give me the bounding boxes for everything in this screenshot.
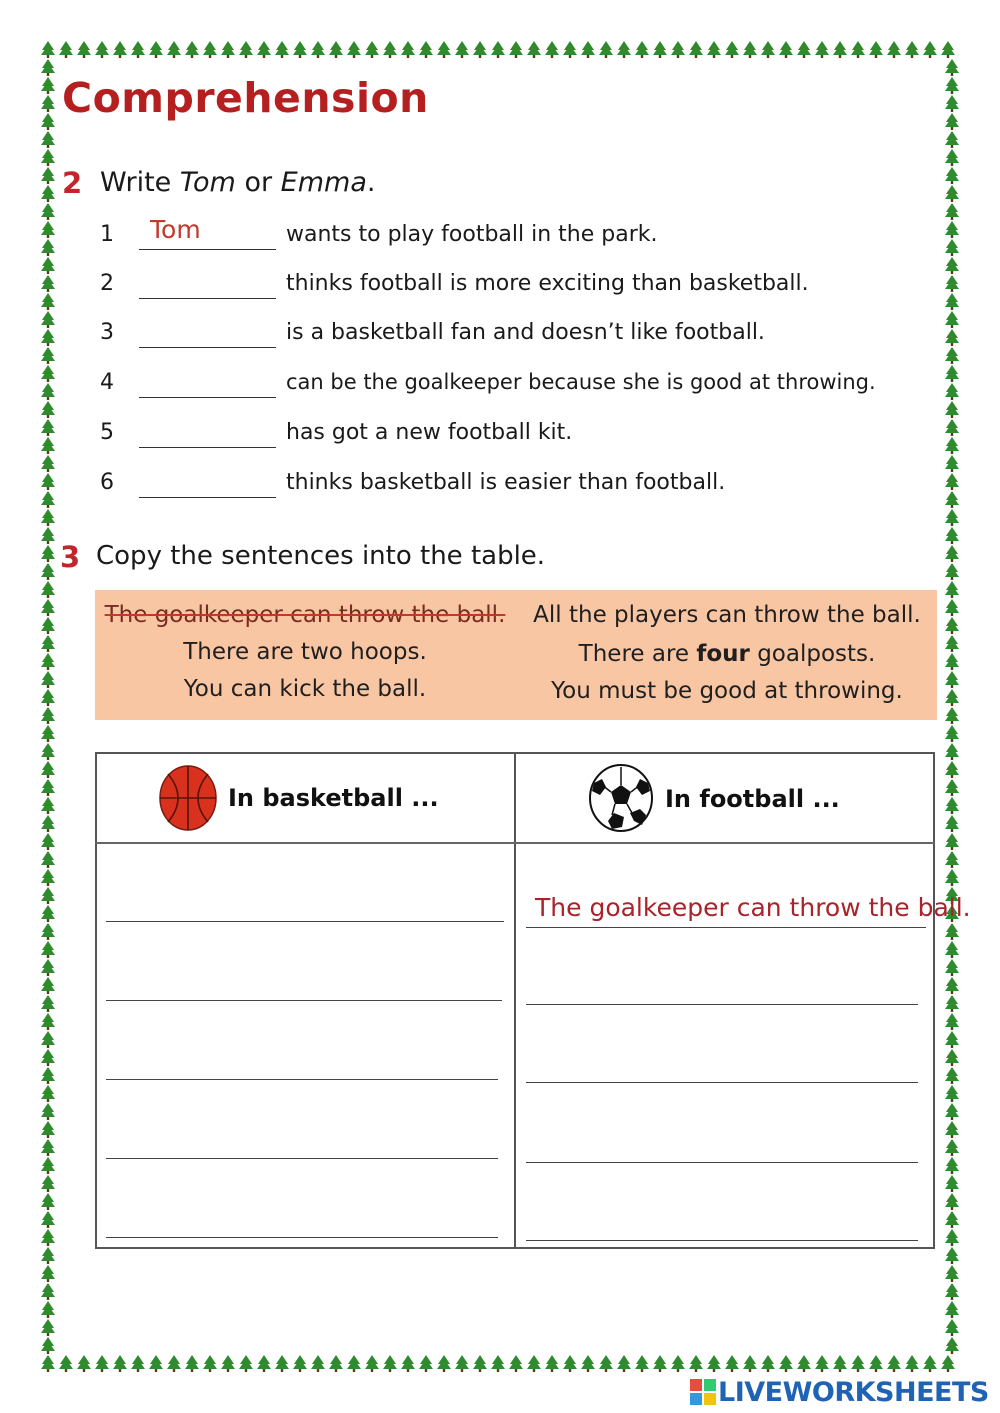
sentence-item[interactable]: You must be good at throwing. [551,678,903,704]
border-tree [945,1247,959,1264]
border-tree [635,41,649,58]
border-tree [257,41,271,58]
border-tree [149,41,163,58]
border-tree [945,941,959,958]
border-tree [41,869,55,886]
question-number: 2 [100,271,114,296]
border-tree [945,113,959,130]
border-tree [945,1229,959,1246]
border-tree [945,653,959,670]
border-tree [311,41,325,58]
border-tree [581,41,595,58]
border-tree [833,1355,847,1372]
border-tree [923,1355,937,1372]
border-tree [945,797,959,814]
border-tree [41,1031,55,1048]
border-tree [41,959,55,976]
border-tree [945,1067,959,1084]
border-tree [41,1355,55,1372]
border-tree [945,149,959,166]
border-tree [945,581,959,598]
border-tree [945,707,959,724]
border-tree [671,41,685,58]
border-tree [41,761,55,778]
sentence-item[interactable]: There are two hoops. [183,639,427,665]
border-tree [455,41,469,58]
border-tree [851,41,865,58]
border-tree [41,1247,55,1264]
border-tree [945,545,959,562]
border-tree [797,41,811,58]
answer-line[interactable] [106,1079,498,1080]
border-tree [923,41,937,58]
border-tree [815,1355,829,1372]
basketball-icon [158,764,218,832]
border-tree [945,1211,959,1228]
border-tree [41,653,55,670]
question-number: 6 [100,470,114,495]
border-tree [41,1193,55,1210]
question-text: is a basketball fan and doesn’t like football. [286,320,765,345]
border-tree [41,1139,55,1156]
border-tree [41,1211,55,1228]
question-row [0,470,1000,504]
border-tree [41,149,55,166]
border-tree [41,185,55,202]
answer-blank[interactable] [139,497,276,498]
border-tree [945,923,959,940]
border-tree [221,1355,235,1372]
border-tree [41,1229,55,1246]
border-tree [945,995,959,1012]
border-tree [275,41,289,58]
border-tree [41,707,55,724]
border-tree [41,59,55,76]
border-tree [635,1355,649,1372]
border-tree [945,1085,959,1102]
border-tree [563,41,577,58]
sentence-item[interactable]: There are four goalposts. [578,641,876,667]
border-tree [905,41,919,58]
border-tree [945,1337,959,1354]
border-tree [347,1355,361,1372]
border-tree [41,1085,55,1102]
border-tree [41,167,55,184]
answer-line[interactable] [106,921,504,922]
border-tree [945,1319,959,1336]
border-tree [945,959,959,976]
border-tree [945,743,959,760]
border-tree [815,41,829,58]
border-tree [527,1355,541,1372]
question-text: wants to play football in the park. [286,222,658,247]
border-tree [599,41,613,58]
border-tree [383,41,397,58]
answer-line[interactable] [526,1240,918,1241]
border-tree [945,851,959,868]
border-tree [41,77,55,94]
border-tree [41,905,55,922]
border-tree [41,995,55,1012]
border-tree [945,527,959,544]
answer-blank[interactable] [139,397,276,398]
border-tree [221,41,235,58]
border-tree [59,1355,73,1372]
sentence-item[interactable]: The goalkeeper can throw the ball. [104,602,506,628]
border-tree [59,41,73,58]
border-tree [833,41,847,58]
border-tree [41,1175,55,1192]
border-tree [509,1355,523,1372]
border-tree [689,41,703,58]
border-tree [365,1355,379,1372]
border-tree [257,1355,271,1372]
brand-footer [690,1377,990,1409]
border-tree [41,1013,55,1030]
border-tree [365,41,379,58]
border-tree [941,41,955,58]
border-tree [41,725,55,742]
table-divider [514,752,516,1249]
border-tree [41,131,55,148]
border-tree [41,1157,55,1174]
border-tree [545,41,559,58]
written-answer: The goalkeeper can throw the ball. [535,893,971,922]
border-tree [383,1355,397,1372]
exercise-3-instruction: Copy the sentences into the table. [96,541,546,571]
border-tree [41,509,55,526]
border-tree [945,833,959,850]
answer-blank[interactable] [139,249,276,250]
border-tree [945,1157,959,1174]
border-tree [473,41,487,58]
border-tree [41,563,55,580]
border-tree [167,1355,181,1372]
border-tree [945,1283,959,1300]
border-tree [945,977,959,994]
border-tree [743,1355,757,1372]
border-tree [275,1355,289,1372]
border-tree [671,1355,685,1372]
border-tree [41,203,55,220]
border-tree [945,1175,959,1192]
border-tree [455,1355,469,1372]
border-tree [41,689,55,706]
border-tree [41,887,55,904]
border-tree [41,941,55,958]
question-text: thinks basketball is easier than football. [286,470,726,495]
border-tree [761,41,775,58]
border-tree [437,1355,451,1372]
border-tree [401,1355,415,1372]
border-tree [779,41,793,58]
football-icon [588,763,654,833]
question-number: 1 [100,222,114,247]
page-title: Comprehension [62,74,429,122]
border-tree [945,599,959,616]
answer-line[interactable] [106,1000,502,1001]
border-tree [887,1355,901,1372]
border-tree [41,833,55,850]
question-text: has got a new football kit. [286,420,573,445]
border-tree [707,1355,721,1372]
border-tree [293,1355,307,1372]
border-tree [707,41,721,58]
border-tree [113,41,127,58]
border-tree [945,1013,959,1030]
border-tree [203,41,217,58]
border-tree [41,1283,55,1300]
table-header-line [95,842,935,844]
answer-line[interactable] [106,1158,498,1159]
border-tree [131,41,145,58]
border-tree [41,545,55,562]
border-tree [945,815,959,832]
border-tree [887,41,901,58]
border-tree [41,581,55,598]
border-tree [545,1355,559,1372]
answer-blank[interactable] [139,298,276,299]
border-tree [419,1355,433,1372]
brand-name: LIVEWORKSHEETS [718,1377,989,1408]
brand-logo-icon [690,1379,716,1405]
border-tree [945,1049,959,1066]
border-tree [41,599,55,616]
question-row [0,320,1000,354]
border-tree [185,41,199,58]
answer-line[interactable] [526,1162,918,1163]
border-tree [563,1355,577,1372]
answer-blank[interactable] [139,347,276,348]
border-tree [41,1337,55,1354]
border-tree [41,1049,55,1066]
border-tree [473,1355,487,1372]
question-number: 5 [100,420,114,445]
border-tree [41,851,55,868]
exercise-2-number: 2 [62,166,83,200]
border-tree [131,1355,145,1372]
border-tree [851,1355,865,1372]
border-tree [311,1355,325,1372]
border-tree [945,1031,959,1048]
border-tree [41,797,55,814]
border-tree [725,1355,739,1372]
border-tree [779,1355,793,1372]
border-tree [945,509,959,526]
sentence-item[interactable]: All the players can throw the ball. [533,602,921,628]
border-tree [945,1139,959,1156]
border-tree [41,95,55,112]
answer-line[interactable] [526,1004,918,1005]
border-tree [41,1067,55,1084]
border-tree [945,671,959,688]
border-tree [945,761,959,778]
border-tree [945,167,959,184]
question-text: can be the goalkeeper because she is good at throwing. [286,370,876,394]
border-tree [185,1355,199,1372]
border-tree [41,1301,55,1318]
border-tree [945,1103,959,1120]
border-tree [945,203,959,220]
border-tree [239,1355,253,1372]
question-row [0,215,1000,256]
border-tree [869,1355,883,1372]
question-number: 4 [100,370,114,395]
border-tree [653,41,667,58]
border-tree [41,1121,55,1138]
exercise-2-instruction: Write Tom or Emma. [100,167,376,198]
border-tree [41,527,55,544]
border-tree [41,779,55,796]
border-tree [41,743,55,760]
border-tree [945,131,959,148]
border-tree [41,1319,55,1336]
border-tree [725,41,739,58]
question-row [0,420,1000,454]
border-tree [945,779,959,796]
question-text: thinks football is more exciting than basketball. [286,271,809,296]
border-tree [599,1355,613,1372]
border-tree [41,977,55,994]
border-tree [945,725,959,742]
border-tree [167,41,181,58]
border-tree [797,1355,811,1372]
border-tree [293,41,307,58]
border-tree [203,1355,217,1372]
border-tree [41,671,55,688]
border-tree [761,1355,775,1372]
answer-line[interactable] [106,1237,498,1238]
question-row [0,370,1000,404]
border-tree [527,41,541,58]
sentence-box [95,590,937,720]
border-tree [329,41,343,58]
answer-blank[interactable] [139,447,276,448]
border-tree [41,617,55,634]
border-tree [617,1355,631,1372]
border-tree [329,1355,343,1372]
border-tree [945,1121,959,1138]
border-tree [77,1355,91,1372]
border-tree [945,1193,959,1210]
basketball-column-header: In basketball ... [228,784,439,812]
border-tree [945,689,959,706]
border-tree [41,635,55,652]
border-tree [347,41,361,58]
border-tree [945,77,959,94]
border-tree [239,41,253,58]
border-tree [41,923,55,940]
border-tree [945,635,959,652]
border-tree [945,95,959,112]
border-tree [509,41,523,58]
border-tree [77,41,91,58]
border-tree [41,815,55,832]
border-tree [869,41,883,58]
border-tree [905,1355,919,1372]
border-tree [945,617,959,634]
border-tree [419,41,433,58]
border-tree [491,41,505,58]
border-tree [113,1355,127,1372]
border-tree [743,41,757,58]
border-tree [41,41,55,58]
football-column-header: In football ... [665,785,840,813]
border-tree [401,41,415,58]
answer-text: Tom [150,215,201,244]
border-tree [41,1103,55,1120]
answer-line[interactable] [526,1082,918,1083]
border-tree [945,185,959,202]
border-tree [689,1355,703,1372]
border-tree [95,1355,109,1372]
border-tree [437,41,451,58]
border-tree [945,1265,959,1282]
border-tree [945,563,959,580]
border-tree [41,113,55,130]
border-tree [149,1355,163,1372]
border-tree [581,1355,595,1372]
question-row [0,271,1000,305]
border-tree [653,1355,667,1372]
border-tree [41,1265,55,1282]
border-tree [491,1355,505,1372]
question-number: 3 [100,320,114,345]
exercise-3-number: 3 [60,540,81,574]
border-tree [945,869,959,886]
border-tree [941,1355,955,1372]
answer-line[interactable] [526,927,926,928]
border-tree [945,1301,959,1318]
border-tree [945,59,959,76]
sentence-item[interactable]: You can kick the ball. [183,676,427,702]
border-tree [95,41,109,58]
border-tree [617,41,631,58]
